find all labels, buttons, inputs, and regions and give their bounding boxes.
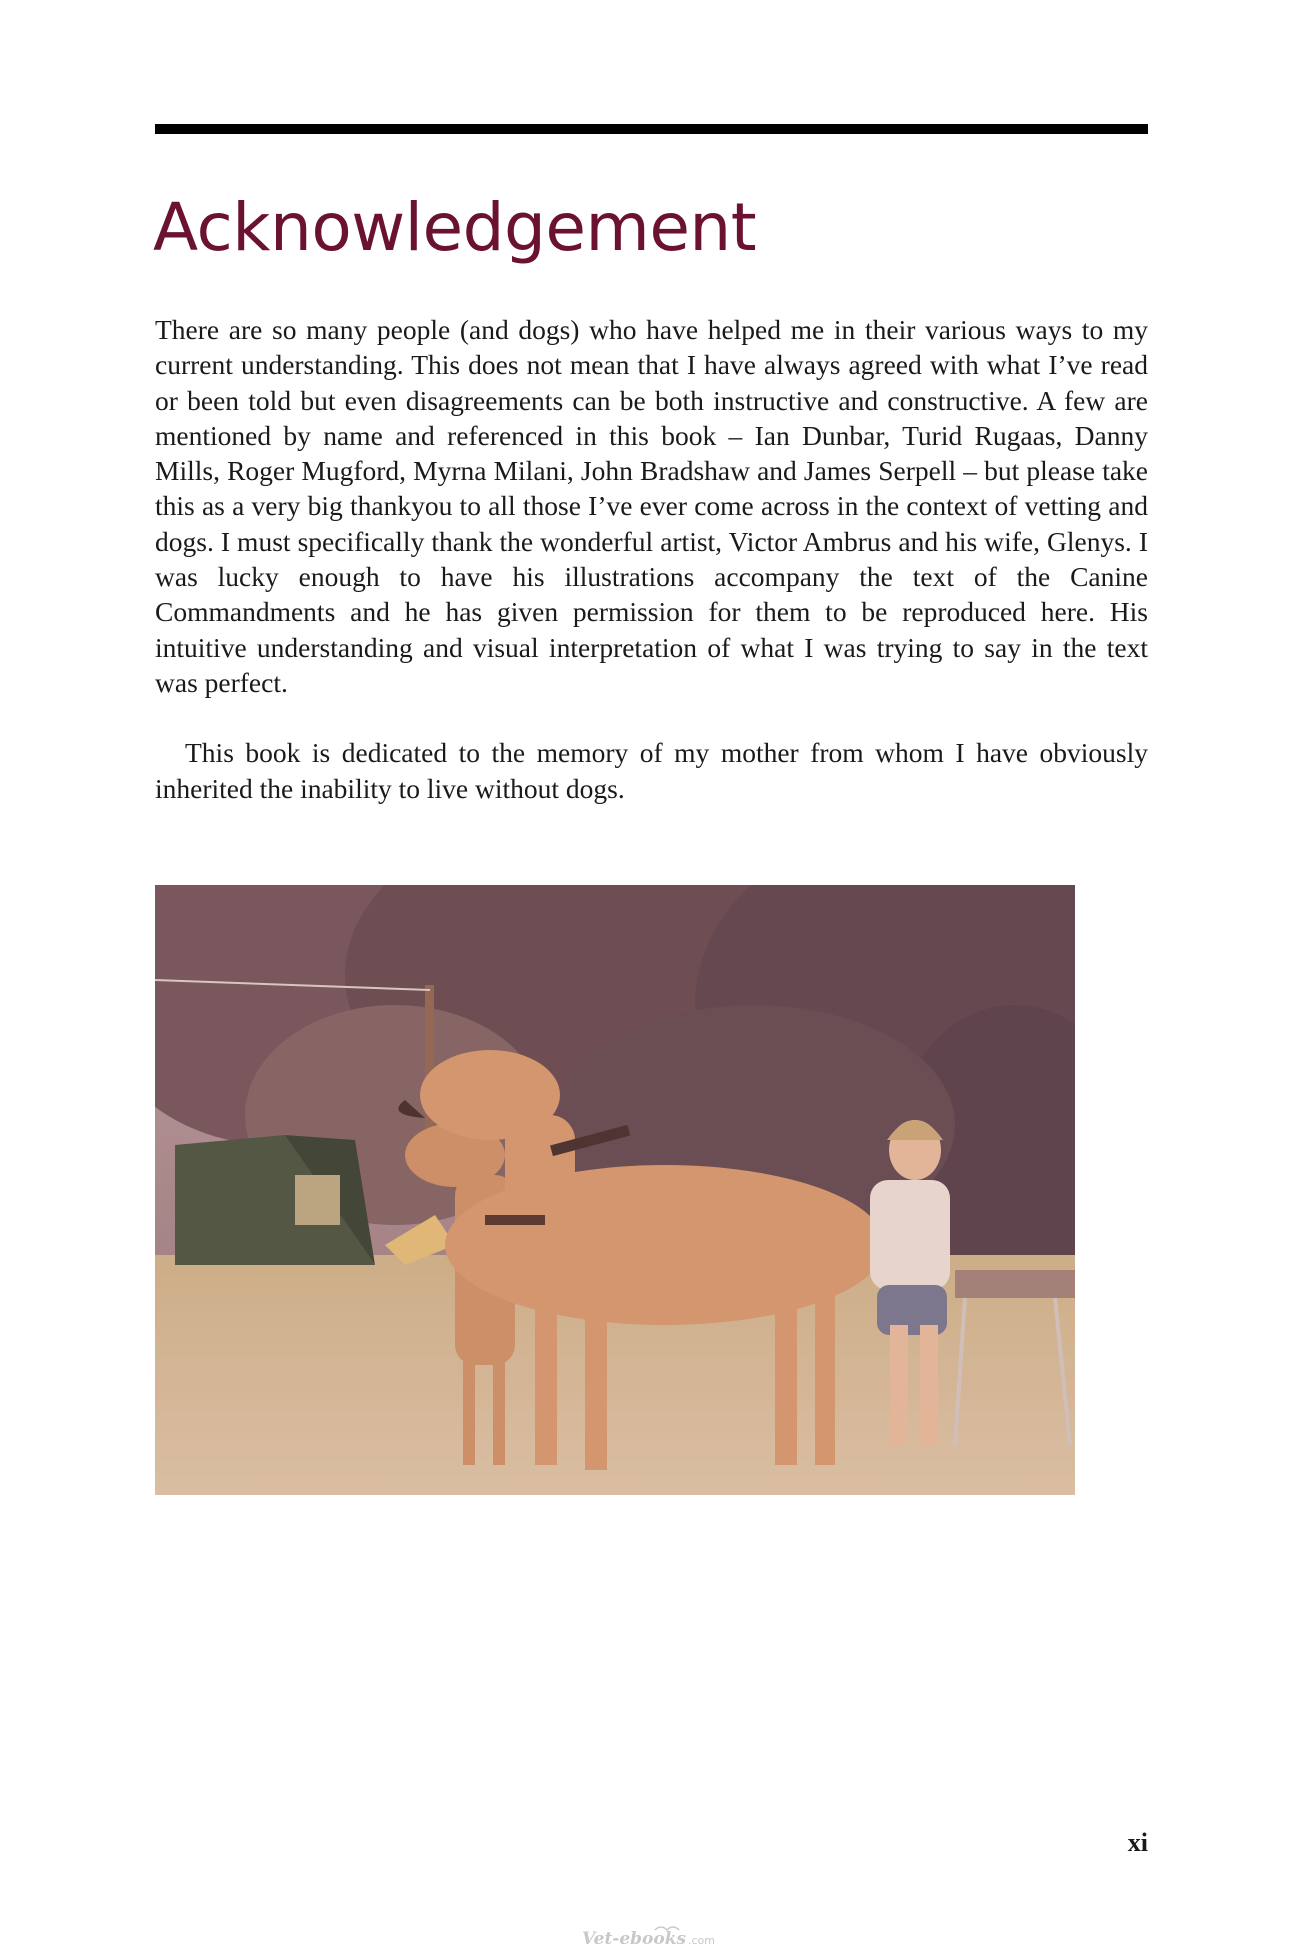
svg-text:Vet-ebooks: Vet-ebooks — [582, 1929, 687, 1949]
svg-text:.com: .com — [688, 1934, 715, 1947]
page-number: xi — [1127, 1828, 1148, 1857]
paragraph-acknowledgement: There are so many people (and dogs) who have helped me in their various ways to my current understanding. This does not mean that I have always agreed with what I’ve read or been told but even disagreements can be both instructive and constructive. A few are mentioned by name and referenced in this book – Ian Dunbar, Turid Rugaas, Danny Mills, Roger Mugford, Myrna Milani, John Bradshaw and James Serpell – but please take this as a very big thankyou to all those I’ve ever come across in the context of vetting and dogs. I must specifically thank the wonderful artist, Victor Ambrus and his wife, Glenys. I was lucky enough to have his illustrations accompany the text of the Canine Commandments and he has given permission for them to be reproduced here. His intuitive understanding and visual interpretation of what I was trying to say in the text was perfect. — [155, 314, 1148, 698]
body-text — [155, 312, 1148, 806]
photo-dogs-and-woman — [155, 885, 1075, 1495]
watermark-logo — [560, 1924, 760, 1950]
watermark-logo-image — [560, 1924, 760, 1950]
photo-illustration — [155, 885, 1075, 1495]
page-title: Acknowledgement — [153, 189, 757, 266]
top-rule — [155, 124, 1148, 134]
paragraph-dedication: This book is dedicated to the memory of my mother from whom I have obviously inherited the inability to live without dogs. — [155, 737, 1148, 804]
